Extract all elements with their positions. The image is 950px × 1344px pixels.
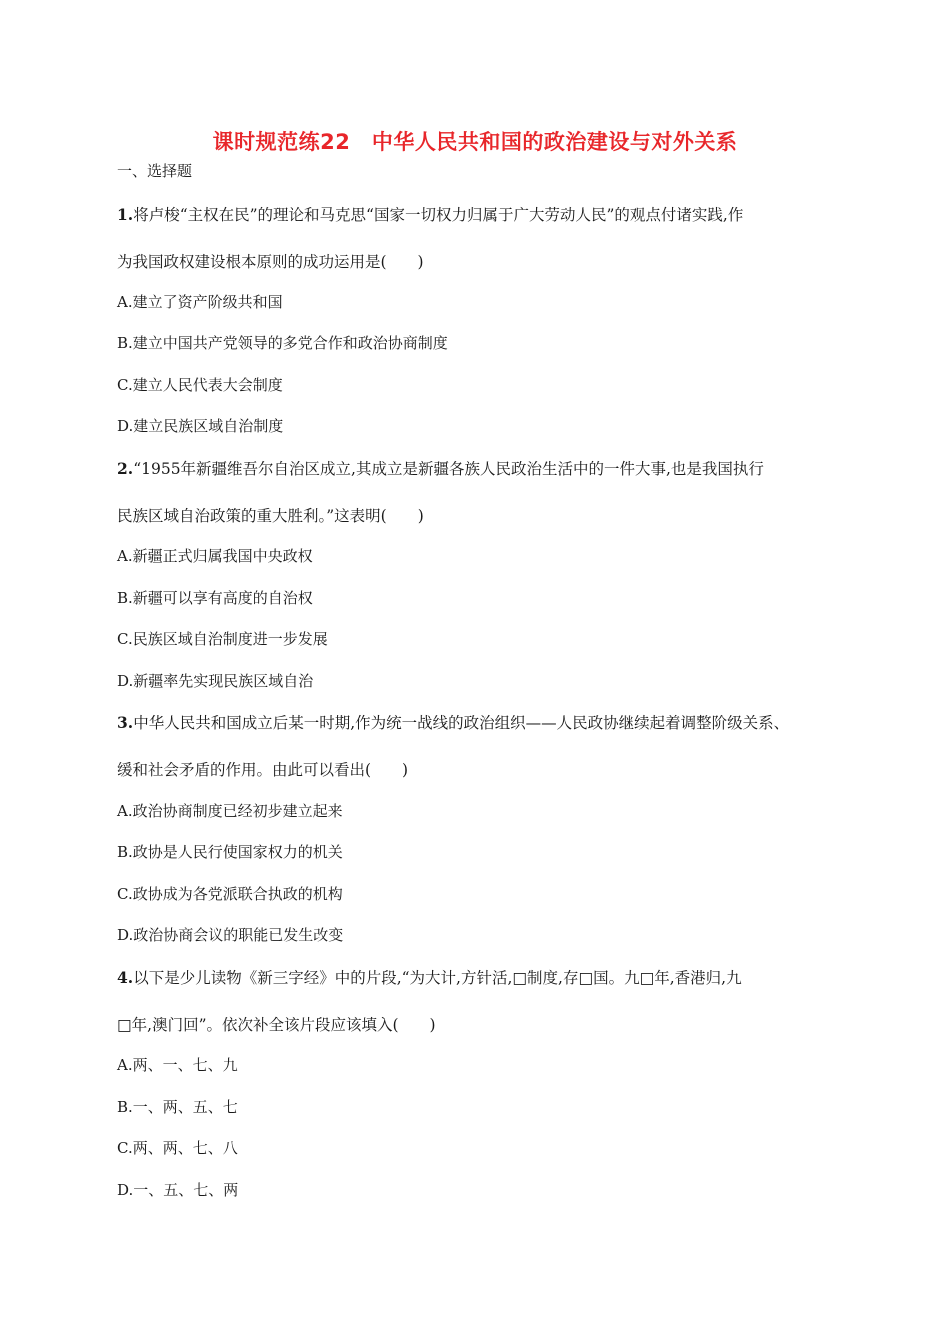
question-4-option-b[interactable]: B.一、两、五、七 [117, 1098, 238, 1116]
question-3-option-c[interactable]: C.政协成为各党派联合执政的机构 [117, 885, 343, 903]
question-1-stem-line-1 [117, 203, 743, 225]
question-3-option-a[interactable]: A.政治协商制度已经初步建立起来 [117, 802, 343, 820]
question-3-stem-line-2: 缓和社会矛盾的作用。由此可以看出( ) [117, 761, 409, 779]
question-3-option-d[interactable]: D.政治协商会议的职能已发生改变 [117, 926, 344, 944]
question-2-option-d[interactable]: D.新疆率先实现民族区域自治 [117, 672, 314, 690]
question-text: “1955年新疆维吾尔自治区成立,其成立是新疆各族人民政治生活中的一件大事,也是我国执行 [133, 460, 764, 478]
question-4-option-c[interactable]: C.两、两、七、八 [117, 1139, 238, 1157]
question-2-option-b[interactable]: B.新疆可以享有高度的自治权 [117, 589, 313, 607]
question-1-option-c[interactable]: C.建立人民代表大会制度 [117, 376, 283, 394]
question-1-option-a[interactable]: A.建立了资产阶级共和国 [117, 293, 283, 311]
question-text: 中华人民共和国成立后某一时期,作为统一战线的政治组织——人民政协继续起着调整阶级关系、 [133, 714, 790, 732]
question-1-option-d[interactable]: D.建立民族区域自治制度 [117, 417, 284, 435]
question-2-stem-line-1 [117, 457, 764, 479]
question-4-stem-line-2: □年,澳门回”。依次补全该片段应该填入( ) [117, 1016, 436, 1034]
question-text: 以下是少儿读物《新三字经》中的片段,“为大计,方针活,□制度,存□国。九□年,香港归,九 [133, 969, 742, 987]
question-number: 1. [117, 205, 134, 224]
question-2-option-c[interactable]: C.民族区域自治制度进一步发展 [117, 630, 328, 648]
question-number: 4. [117, 968, 134, 987]
question-text: 将卢梭“主权在民”的理论和马克思“国家一切权力归属于广大劳动人民”的观点付诸实践,作 [133, 206, 744, 224]
question-number: 3. [117, 713, 134, 732]
question-4-stem-line-1 [117, 966, 742, 988]
question-2-stem-line-2: 民族区域自治政策的重大胜利。”这表明( ) [117, 507, 424, 525]
section-heading: 一、选择题 [117, 162, 193, 180]
question-4-option-a[interactable]: A.两、一、七、九 [117, 1056, 238, 1074]
page-title: 课时规范练22 中华人民共和国的政治建设与对外关系 [212, 130, 738, 154]
question-1-stem-line-2: 为我国政权建设根本原则的成功运用是( ) [117, 253, 424, 271]
question-3-stem-line-1 [117, 711, 789, 733]
question-4-option-d[interactable]: D.一、五、七、两 [117, 1181, 239, 1199]
question-number: 2. [117, 459, 134, 478]
question-3-option-b[interactable]: B.政协是人民行使国家权力的机关 [117, 843, 343, 861]
question-1-option-b[interactable]: B.建立中国共产党领导的多党合作和政治协商制度 [117, 334, 448, 352]
question-2-option-a[interactable]: A.新疆正式归属我国中央政权 [117, 547, 313, 565]
